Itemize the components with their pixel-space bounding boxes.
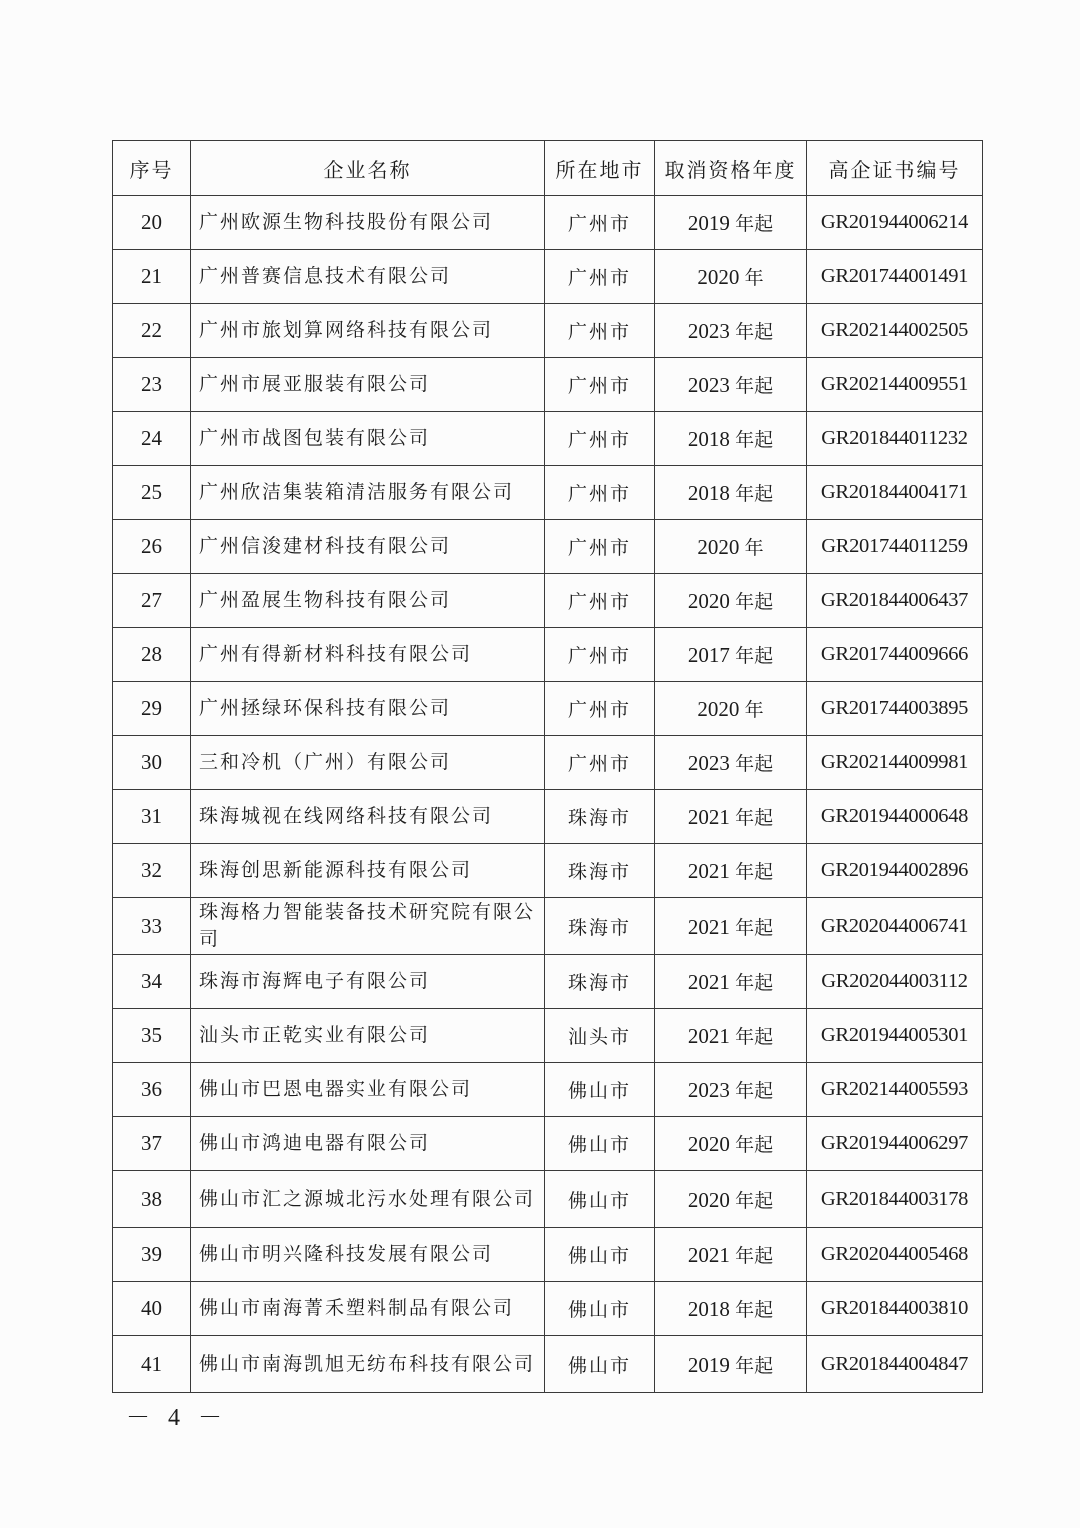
cancel-year xyxy=(655,790,807,844)
table-row xyxy=(113,1171,983,1228)
cancel-year-value: 2021 xyxy=(687,1243,736,1267)
enterprise-table xyxy=(112,140,983,1393)
enterprise-name: 珠海格力智能装备技术研究院有限公司 xyxy=(191,898,545,955)
enterprise-name: 广州市旅划算网络科技有限公司 xyxy=(191,304,545,358)
certificate-number: GR201844011232 xyxy=(807,412,983,466)
enterprise-name: 珠海市海辉电子有限公司 xyxy=(191,955,545,1009)
certificate-number: GR201844006437 xyxy=(807,574,983,628)
row-number: 20 xyxy=(113,196,191,250)
city: 佛山市 xyxy=(545,1063,655,1117)
certificate-number: GR201944006214 xyxy=(807,196,983,250)
city: 珠海市 xyxy=(545,955,655,1009)
enterprise-name: 珠海城视在线网络科技有限公司 xyxy=(191,790,545,844)
row-number: 29 xyxy=(113,682,191,736)
cancel-year-suffix: 年起 xyxy=(735,973,774,994)
certificate-number: GR202044003112 xyxy=(807,955,983,1009)
cancel-year-value: 2017 xyxy=(687,643,736,667)
cancel-year-value: 2018 xyxy=(687,481,736,505)
certificate-number: GR202044006741 xyxy=(807,898,983,955)
cancel-year-value: 2018 xyxy=(687,427,736,451)
certificate-number: GR201844004847 xyxy=(807,1336,983,1393)
cancel-year-suffix: 年起 xyxy=(735,430,774,451)
cancel-year-suffix: 年起 xyxy=(735,1300,774,1321)
city: 广州市 xyxy=(545,358,655,412)
city: 广州市 xyxy=(545,628,655,682)
cancel-year-value: 2021 xyxy=(687,914,736,939)
cancel-year-suffix: 年起 xyxy=(735,1135,774,1156)
table-row xyxy=(113,790,983,844)
certificate-number: GR202144005593 xyxy=(807,1063,983,1117)
certificate-number: GR201944006297 xyxy=(807,1117,983,1171)
city: 佛山市 xyxy=(545,1228,655,1282)
cancel-year-suffix: 年 xyxy=(744,538,764,559)
cancel-year-suffix: 年起 xyxy=(735,214,774,235)
table-row xyxy=(113,1336,983,1393)
city: 广州市 xyxy=(545,574,655,628)
cancel-year-suffix: 年起 xyxy=(735,1081,774,1102)
enterprise-name: 广州普赛信息技术有限公司 xyxy=(191,250,545,304)
row-number: 33 xyxy=(113,898,191,955)
header-name: 企业名称 xyxy=(191,141,545,196)
cancel-year xyxy=(655,520,807,574)
certificate-number: GR201744001491 xyxy=(807,250,983,304)
city: 广州市 xyxy=(545,466,655,520)
city: 广州市 xyxy=(545,412,655,466)
city: 珠海市 xyxy=(545,898,655,955)
row-number: 23 xyxy=(113,358,191,412)
row-number: 32 xyxy=(113,844,191,898)
enterprise-name: 佛山市南海菁禾塑料制品有限公司 xyxy=(191,1282,545,1336)
table-row xyxy=(113,466,983,520)
cancel-year-value: 2020 xyxy=(687,1132,736,1156)
cancel-year-suffix: 年起 xyxy=(735,1246,774,1267)
row-number: 24 xyxy=(113,412,191,466)
table-row xyxy=(113,520,983,574)
enterprise-name: 佛山市鸿迪电器有限公司 xyxy=(191,1117,545,1171)
cancel-year xyxy=(655,304,807,358)
table-row xyxy=(113,196,983,250)
certificate-number: GR202144009981 xyxy=(807,736,983,790)
cancel-year xyxy=(655,1282,807,1336)
cancel-year-suffix: 年 xyxy=(744,268,764,289)
enterprise-name: 广州欧源生物科技股份有限公司 xyxy=(191,196,545,250)
header-cert: 高企证书编号 xyxy=(807,141,983,196)
city: 佛山市 xyxy=(545,1282,655,1336)
city: 珠海市 xyxy=(545,844,655,898)
enterprise-name: 广州市战图包装有限公司 xyxy=(191,412,545,466)
table-row xyxy=(113,844,983,898)
enterprise-name: 佛山市巴恩电器实业有限公司 xyxy=(191,1063,545,1117)
certificate-number: GR201844003178 xyxy=(807,1171,983,1228)
enterprise-name: 广州盈展生物科技有限公司 xyxy=(191,574,545,628)
cancel-year-value: 2020 xyxy=(697,265,745,289)
row-number: 35 xyxy=(113,1009,191,1063)
enterprise-name: 广州信浚建材科技有限公司 xyxy=(191,520,545,574)
city: 广州市 xyxy=(545,520,655,574)
table-row xyxy=(113,1282,983,1336)
cancel-year-value: 2020 xyxy=(687,1187,736,1212)
certificate-number: GR202144009551 xyxy=(807,358,983,412)
enterprise-name: 广州有得新材料科技有限公司 xyxy=(191,628,545,682)
cancel-year-suffix: 年起 xyxy=(735,484,774,505)
city: 佛山市 xyxy=(545,1336,655,1393)
row-number: 39 xyxy=(113,1228,191,1282)
cancel-year-value: 2018 xyxy=(687,1297,736,1321)
table-row xyxy=(113,412,983,466)
row-number: 30 xyxy=(113,736,191,790)
header-year: 取消资格年度 xyxy=(655,141,807,196)
table-header-row xyxy=(113,141,983,196)
enterprise-name: 佛山市明兴隆科技发展有限公司 xyxy=(191,1228,545,1282)
cancel-year xyxy=(655,1063,807,1117)
row-number: 27 xyxy=(113,574,191,628)
cancel-year-value: 2021 xyxy=(687,1024,736,1048)
certificate-number: GR201744003895 xyxy=(807,682,983,736)
header-no: 序号 xyxy=(113,141,191,196)
row-number: 22 xyxy=(113,304,191,358)
table-row xyxy=(113,955,983,1009)
table-row xyxy=(113,358,983,412)
cancel-year xyxy=(655,628,807,682)
certificate-number: GR202044005468 xyxy=(807,1228,983,1282)
cancel-year-value: 2023 xyxy=(687,373,736,397)
row-number: 40 xyxy=(113,1282,191,1336)
certificate-number: GR201744009666 xyxy=(807,628,983,682)
table-row xyxy=(113,1009,983,1063)
cancel-year-value: 2020 xyxy=(697,697,745,721)
cancel-year-suffix: 年起 xyxy=(735,862,774,883)
cancel-year xyxy=(655,955,807,1009)
cancel-year-suffix: 年起 xyxy=(735,754,774,775)
row-number: 25 xyxy=(113,466,191,520)
cancel-year xyxy=(655,1171,807,1228)
cancel-year-suffix: 年 xyxy=(744,700,764,721)
row-number: 31 xyxy=(113,790,191,844)
cancel-year-value: 2020 xyxy=(697,535,745,559)
cancel-year xyxy=(655,250,807,304)
certificate-number: GR201944002896 xyxy=(807,844,983,898)
cancel-year xyxy=(655,574,807,628)
cancel-year-value: 2021 xyxy=(687,859,736,883)
table-row xyxy=(113,682,983,736)
cancel-year-suffix: 年起 xyxy=(735,808,774,829)
city: 广州市 xyxy=(545,196,655,250)
enterprise-name: 佛山市南海凯旭无纺布科技有限公司 xyxy=(191,1336,545,1393)
page-number: － 4 － xyxy=(126,1405,228,1431)
cancel-year-value: 2023 xyxy=(687,751,736,775)
cancel-year xyxy=(655,412,807,466)
table-row xyxy=(113,304,983,358)
row-number: 41 xyxy=(113,1336,191,1393)
cancel-year xyxy=(655,466,807,520)
cancel-year-value: 2020 xyxy=(687,589,736,613)
certificate-number: GR201844003810 xyxy=(807,1282,983,1336)
city: 广州市 xyxy=(545,304,655,358)
cancel-year-value: 2023 xyxy=(687,1078,736,1102)
table-row xyxy=(113,250,983,304)
table-row xyxy=(113,736,983,790)
enterprise-name: 汕头市正乾实业有限公司 xyxy=(191,1009,545,1063)
table-row xyxy=(113,1228,983,1282)
row-number: 21 xyxy=(113,250,191,304)
cancel-year xyxy=(655,196,807,250)
row-number: 34 xyxy=(113,955,191,1009)
city: 珠海市 xyxy=(545,790,655,844)
enterprise-name: 三和冷机（广州）有限公司 xyxy=(191,736,545,790)
table-row xyxy=(113,1063,983,1117)
enterprise-name: 广州拯绿环保科技有限公司 xyxy=(191,682,545,736)
cancel-year-suffix: 年起 xyxy=(735,376,774,397)
enterprise-name: 珠海创思新能源科技有限公司 xyxy=(191,844,545,898)
cancel-year-value: 2021 xyxy=(687,970,736,994)
table-row xyxy=(113,574,983,628)
cancel-year-value: 2023 xyxy=(687,319,736,343)
enterprise-name: 佛山市汇之源城北污水处理有限公司 xyxy=(191,1171,545,1228)
certificate-number: GR202144002505 xyxy=(807,304,983,358)
enterprise-name: 广州市展亚服装有限公司 xyxy=(191,358,545,412)
cancel-year xyxy=(655,844,807,898)
cancel-year xyxy=(655,736,807,790)
cancel-year xyxy=(655,1228,807,1282)
cancel-year-suffix: 年起 xyxy=(735,1190,774,1212)
row-number: 37 xyxy=(113,1117,191,1171)
cancel-year xyxy=(655,898,807,955)
row-number: 36 xyxy=(113,1063,191,1117)
city: 广州市 xyxy=(545,250,655,304)
cancel-year-suffix: 年起 xyxy=(735,592,774,613)
table-row xyxy=(113,898,983,955)
table-body xyxy=(113,196,983,1393)
cancel-year xyxy=(655,682,807,736)
row-number: 26 xyxy=(113,520,191,574)
cancel-year xyxy=(655,1117,807,1171)
header-city: 所在地市 xyxy=(545,141,655,196)
certificate-number: GR201744011259 xyxy=(807,520,983,574)
city: 广州市 xyxy=(545,682,655,736)
enterprise-name: 广州欣洁集装箱清洁服务有限公司 xyxy=(191,466,545,520)
table-row xyxy=(113,628,983,682)
cancel-year-value: 2021 xyxy=(687,805,736,829)
cancel-year-suffix: 年起 xyxy=(735,322,774,343)
cancel-year xyxy=(655,1336,807,1393)
cancel-year-suffix: 年起 xyxy=(735,646,774,667)
cancel-year-value: 2019 xyxy=(687,1352,736,1377)
cancel-year-suffix: 年起 xyxy=(735,917,774,939)
city: 汕头市 xyxy=(545,1009,655,1063)
row-number: 38 xyxy=(113,1171,191,1228)
cancel-year-value: 2019 xyxy=(687,211,736,235)
row-number: 28 xyxy=(113,628,191,682)
city: 佛山市 xyxy=(545,1171,655,1228)
cancel-year-suffix: 年起 xyxy=(735,1027,774,1048)
certificate-number: GR201944005301 xyxy=(807,1009,983,1063)
city: 佛山市 xyxy=(545,1117,655,1171)
table-row xyxy=(113,1117,983,1171)
cancel-year xyxy=(655,1009,807,1063)
cancel-year xyxy=(655,358,807,412)
certificate-number: GR201844004171 xyxy=(807,466,983,520)
certificate-number: GR201944000648 xyxy=(807,790,983,844)
city: 广州市 xyxy=(545,736,655,790)
cancel-year-suffix: 年起 xyxy=(735,1355,774,1377)
